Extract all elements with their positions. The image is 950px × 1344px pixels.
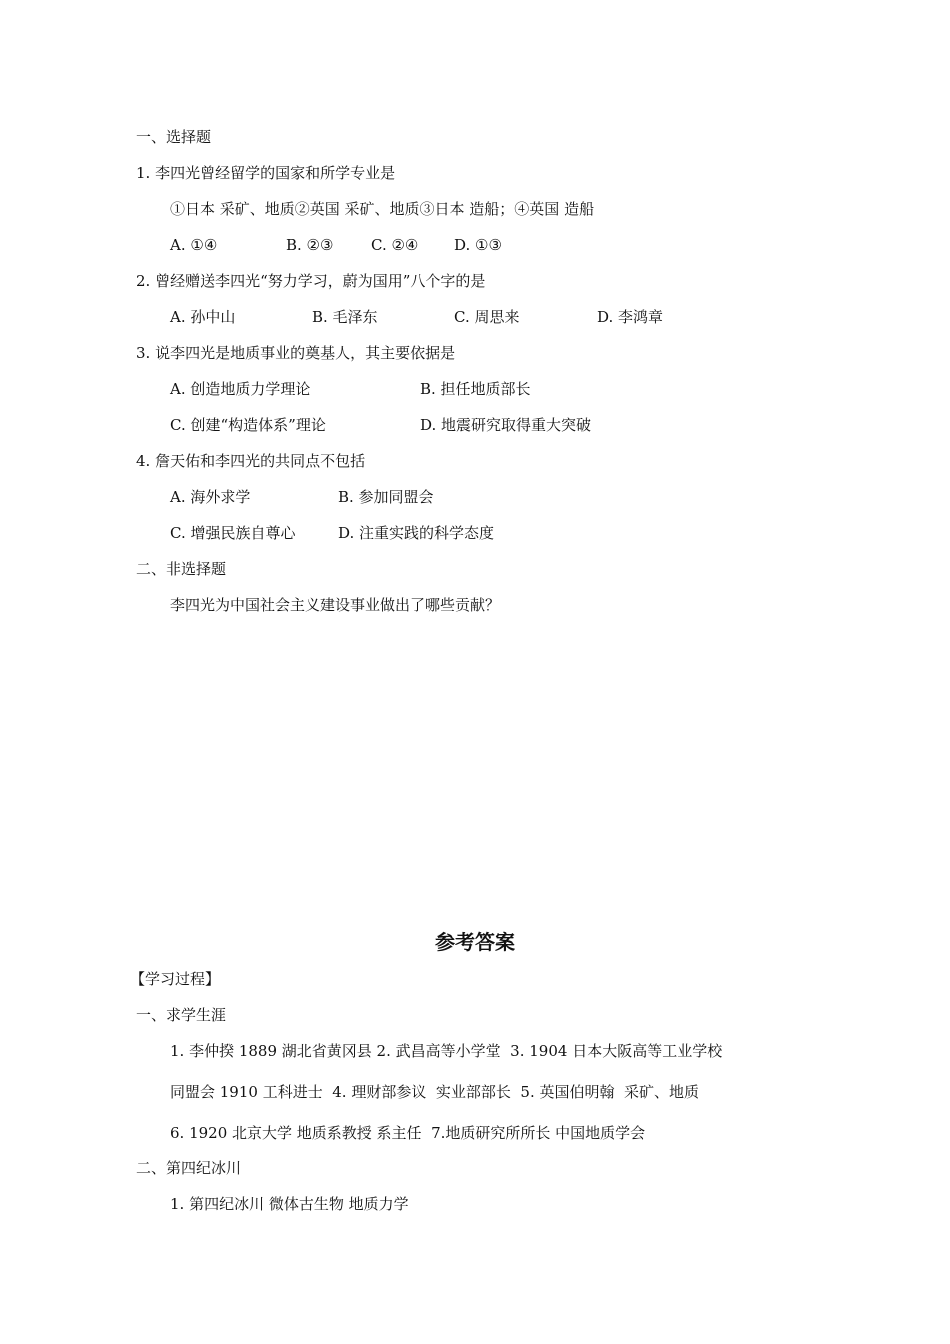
question-1: 1. 李四光曾经留学的国家和所学专业是 [136, 164, 396, 182]
learning-process-label: 【学习过程】 [130, 970, 221, 988]
q3-option-a: A. 创造地质力学理论 [170, 380, 311, 398]
question-1-stem: ①日本 采矿、地质②英国 采矿、地质③日本 造船；④英国 造船 [170, 200, 595, 218]
section-heading-choice: 一、选择题 [136, 128, 212, 146]
question-3: 3. 说李四光是地质事业的奠基人，其主要依据是 [136, 344, 456, 362]
answers-title: 参考答案 [435, 930, 515, 954]
q4-option-b: B. 参加同盟会 [338, 488, 434, 506]
q1-option-c: C. ②④ [371, 236, 419, 254]
q4-option-a: A. 海外求学 [170, 488, 251, 506]
section-heading-nonchoice: 二、非选择题 [136, 560, 227, 578]
q1-option-d: D. ①③ [454, 236, 502, 254]
q2-option-b: B. 毛泽东 [312, 308, 378, 326]
q2-option-c: C. 周思来 [454, 308, 520, 326]
answer-section-2: 二、第四纪冰川 [136, 1159, 242, 1177]
question-4: 4. 詹天佑和李四光的共同点不包括 [136, 452, 366, 470]
q3-option-c: C. 创建“构造体系”理论 [170, 416, 326, 434]
open-question: 李四光为中国社会主义建设事业做出了哪些贡献？ [170, 596, 501, 614]
q2-option-d: D. 李鸿章 [597, 308, 664, 326]
answer-section-1: 一、求学生涯 [136, 1006, 227, 1024]
q4-option-c: C. 增强民族自尊心 [170, 524, 296, 542]
q1-option-a: A. ①④ [170, 236, 218, 254]
q2-option-a: A. 孙中山 [170, 308, 236, 326]
answer-line-1: 1. 李仲揆 1889 湖北省黄冈县 2. 武昌高等小学堂 3. 1904 日本大阪高等工业学校 [170, 1042, 723, 1060]
q3-option-b: B. 担任地质部长 [420, 380, 531, 398]
q3-option-d: D. 地震研究取得重大突破 [420, 416, 592, 434]
answer-line-2: 同盟会 1910 工科进士 4. 理财部参议 实业部部长 5. 英国伯明翰 采矿、地质 [170, 1083, 700, 1101]
answer-line-4: 1. 第四纪冰川 微体古生物 地质力学 [170, 1195, 409, 1213]
question-2: 2. 曾经赠送李四光“努力学习，蔚为国用”八个字的是 [136, 272, 486, 290]
answer-line-3: 6. 1920 北京大学 地质系教授 系主任 7.地质研究所所长 中国地质学会 [170, 1124, 646, 1142]
q4-option-d: D. 注重实践的科学态度 [338, 524, 495, 542]
q1-option-b: B. ②③ [286, 236, 334, 254]
